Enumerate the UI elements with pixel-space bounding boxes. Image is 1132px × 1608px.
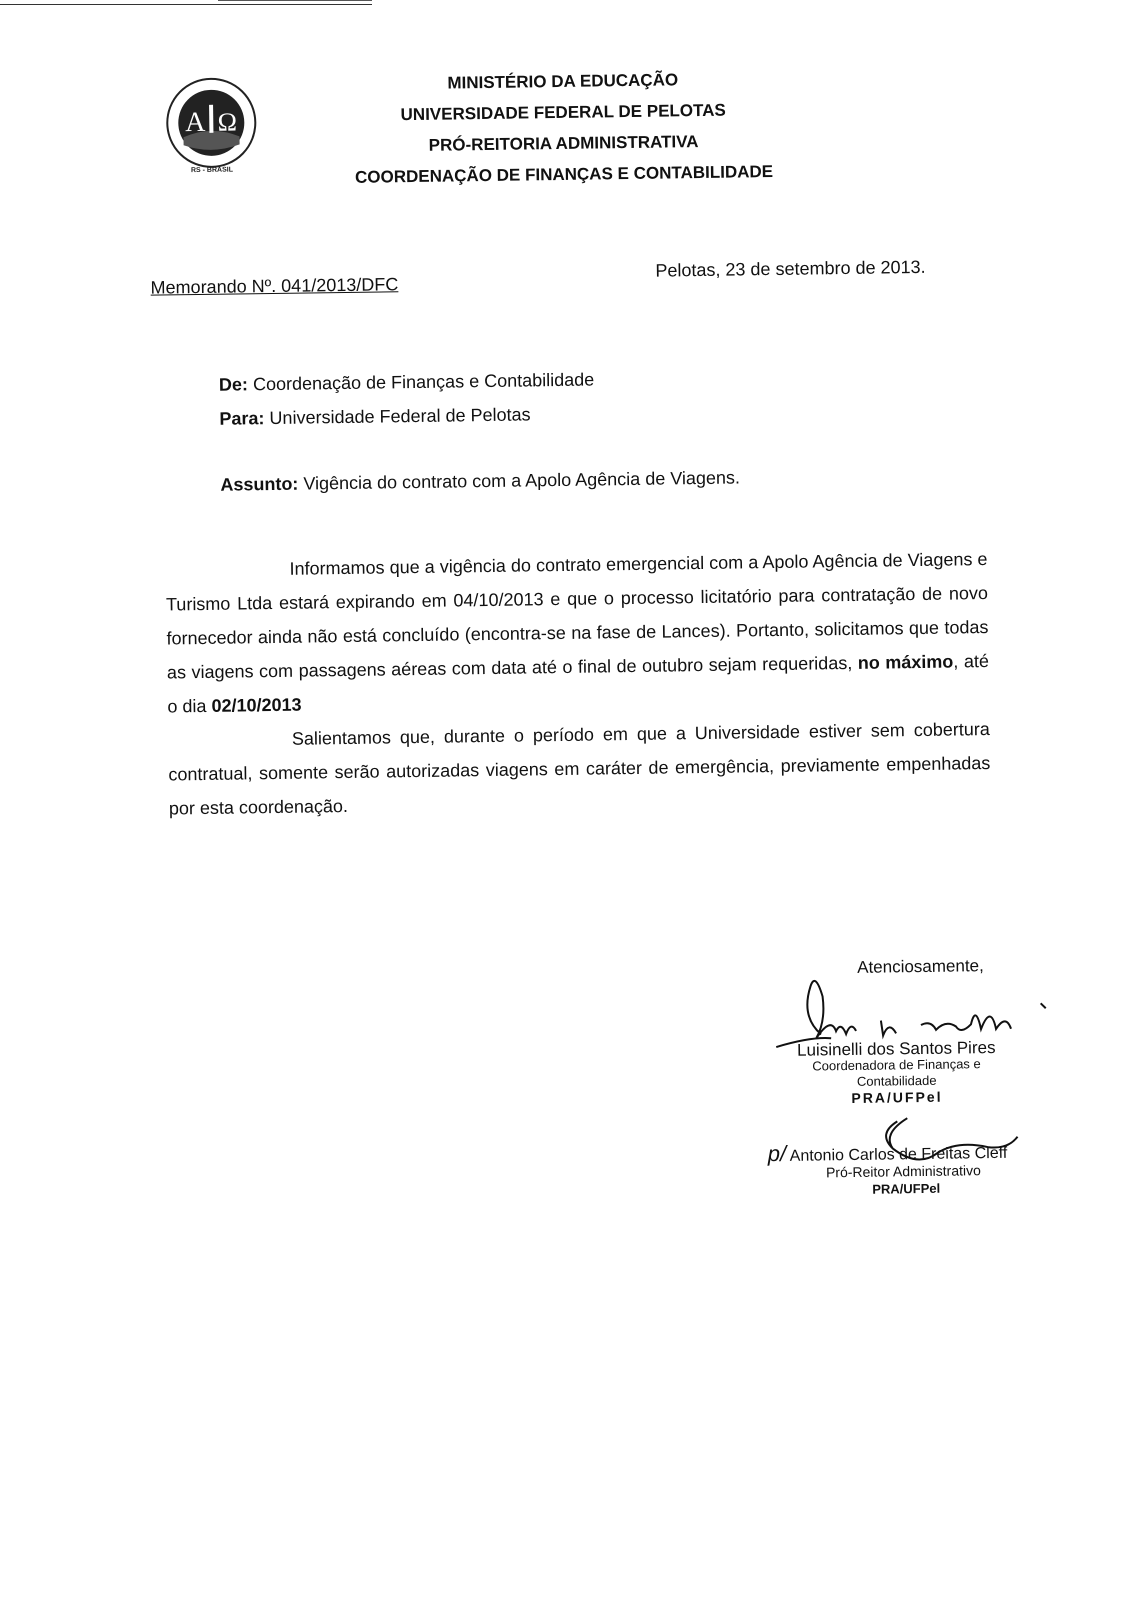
from-field: [219, 370, 595, 396]
signer-2-block: [768, 1142, 1029, 1200]
signer-1-name: Luisinelli dos Santos Pires: [796, 1037, 996, 1060]
closing: Atenciosamente,: [857, 956, 984, 977]
letterhead-ministry: MINISTÉRIO DA EDUCAÇÃO: [447, 70, 679, 93]
svg-text:Ω: Ω: [217, 107, 238, 137]
signer-2-role: Pró-Reitor Administrativo: [825, 1162, 981, 1181]
from-label: De:: [218, 374, 249, 395]
subject-label: Assunto:: [220, 473, 299, 495]
signer-2-prefix: p/: [767, 1140, 787, 1167]
memo-number: Memorando Nº. 041/2013/DFC: [150, 274, 399, 298]
paragraph-2: Salientamos que, durante o período em que a Universidade estiver sem cobertura contratual, somente serão autorizadas viagens em caráter de emergência, previamente empenhadas por esta coordenação.: [168, 719, 991, 819]
signer-1-block: Luisinelli dos Santos Pires Coordenadora de Finanças e Contabilidade PRA/UFPel: [796, 1037, 996, 1106]
to-field: [219, 404, 530, 429]
signer-1-org: PRA/UFPel: [851, 1088, 943, 1106]
emphasis-max: no máximo: [857, 651, 954, 673]
to-value: Universidade Federal de Pelotas: [269, 404, 531, 429]
from-value: Coordenação de Finanças e Contabilidade: [252, 369, 595, 395]
subject-field: [220, 467, 740, 495]
scan-edge-line: [218, 0, 372, 1]
letterhead-department: COORDENAÇÃO DE FINANÇAS E CONTABILIDADE: [354, 161, 774, 187]
svg-text:RS - BRASIL: RS - BRASIL: [190, 166, 234, 175]
letterhead-university: UNIVERSIDADE FEDERAL DE PELOTAS: [400, 100, 726, 125]
memo-body: [165, 542, 991, 825]
letterhead-pro-rectorate: PRÓ-REITORIA ADMINISTRATIVA: [428, 132, 699, 155]
to-label: Para:: [219, 408, 265, 429]
memo-date: Pelotas, 23 de setembro de 2013.: [655, 256, 926, 281]
signer-1-role: Coordenadora de Finanças e: [812, 1056, 981, 1074]
subject-value: Vigência do contrato com a Apolo Agência de Viagens.: [303, 467, 741, 494]
svg-text:A: A: [184, 106, 206, 139]
signer-2-org: PRA/UFPel: [872, 1180, 941, 1197]
paragraph-1: Informamos que a vigência do contrato emergencial com a Apolo Agência de Viagens e Turismo Ltda estará expirando em 04/10/2013 e que o processo licitatório para contratação de novo fornecedor ainda não está concluído (encontra-se na fase de Lances). Portanto, solicitamos que todas as viagens com passagens aéreas com data até o final de outubro sejam requeridas, no máximo, até o dia 02/10/2013: [165, 549, 990, 717]
signer-2-name: Antonio Carlos de Freitas Cleff: [789, 1144, 1008, 1165]
deadline-date: 02/10/2013: [211, 694, 302, 716]
university-seal-logo: [161, 74, 262, 175]
letterhead: [333, 63, 795, 193]
